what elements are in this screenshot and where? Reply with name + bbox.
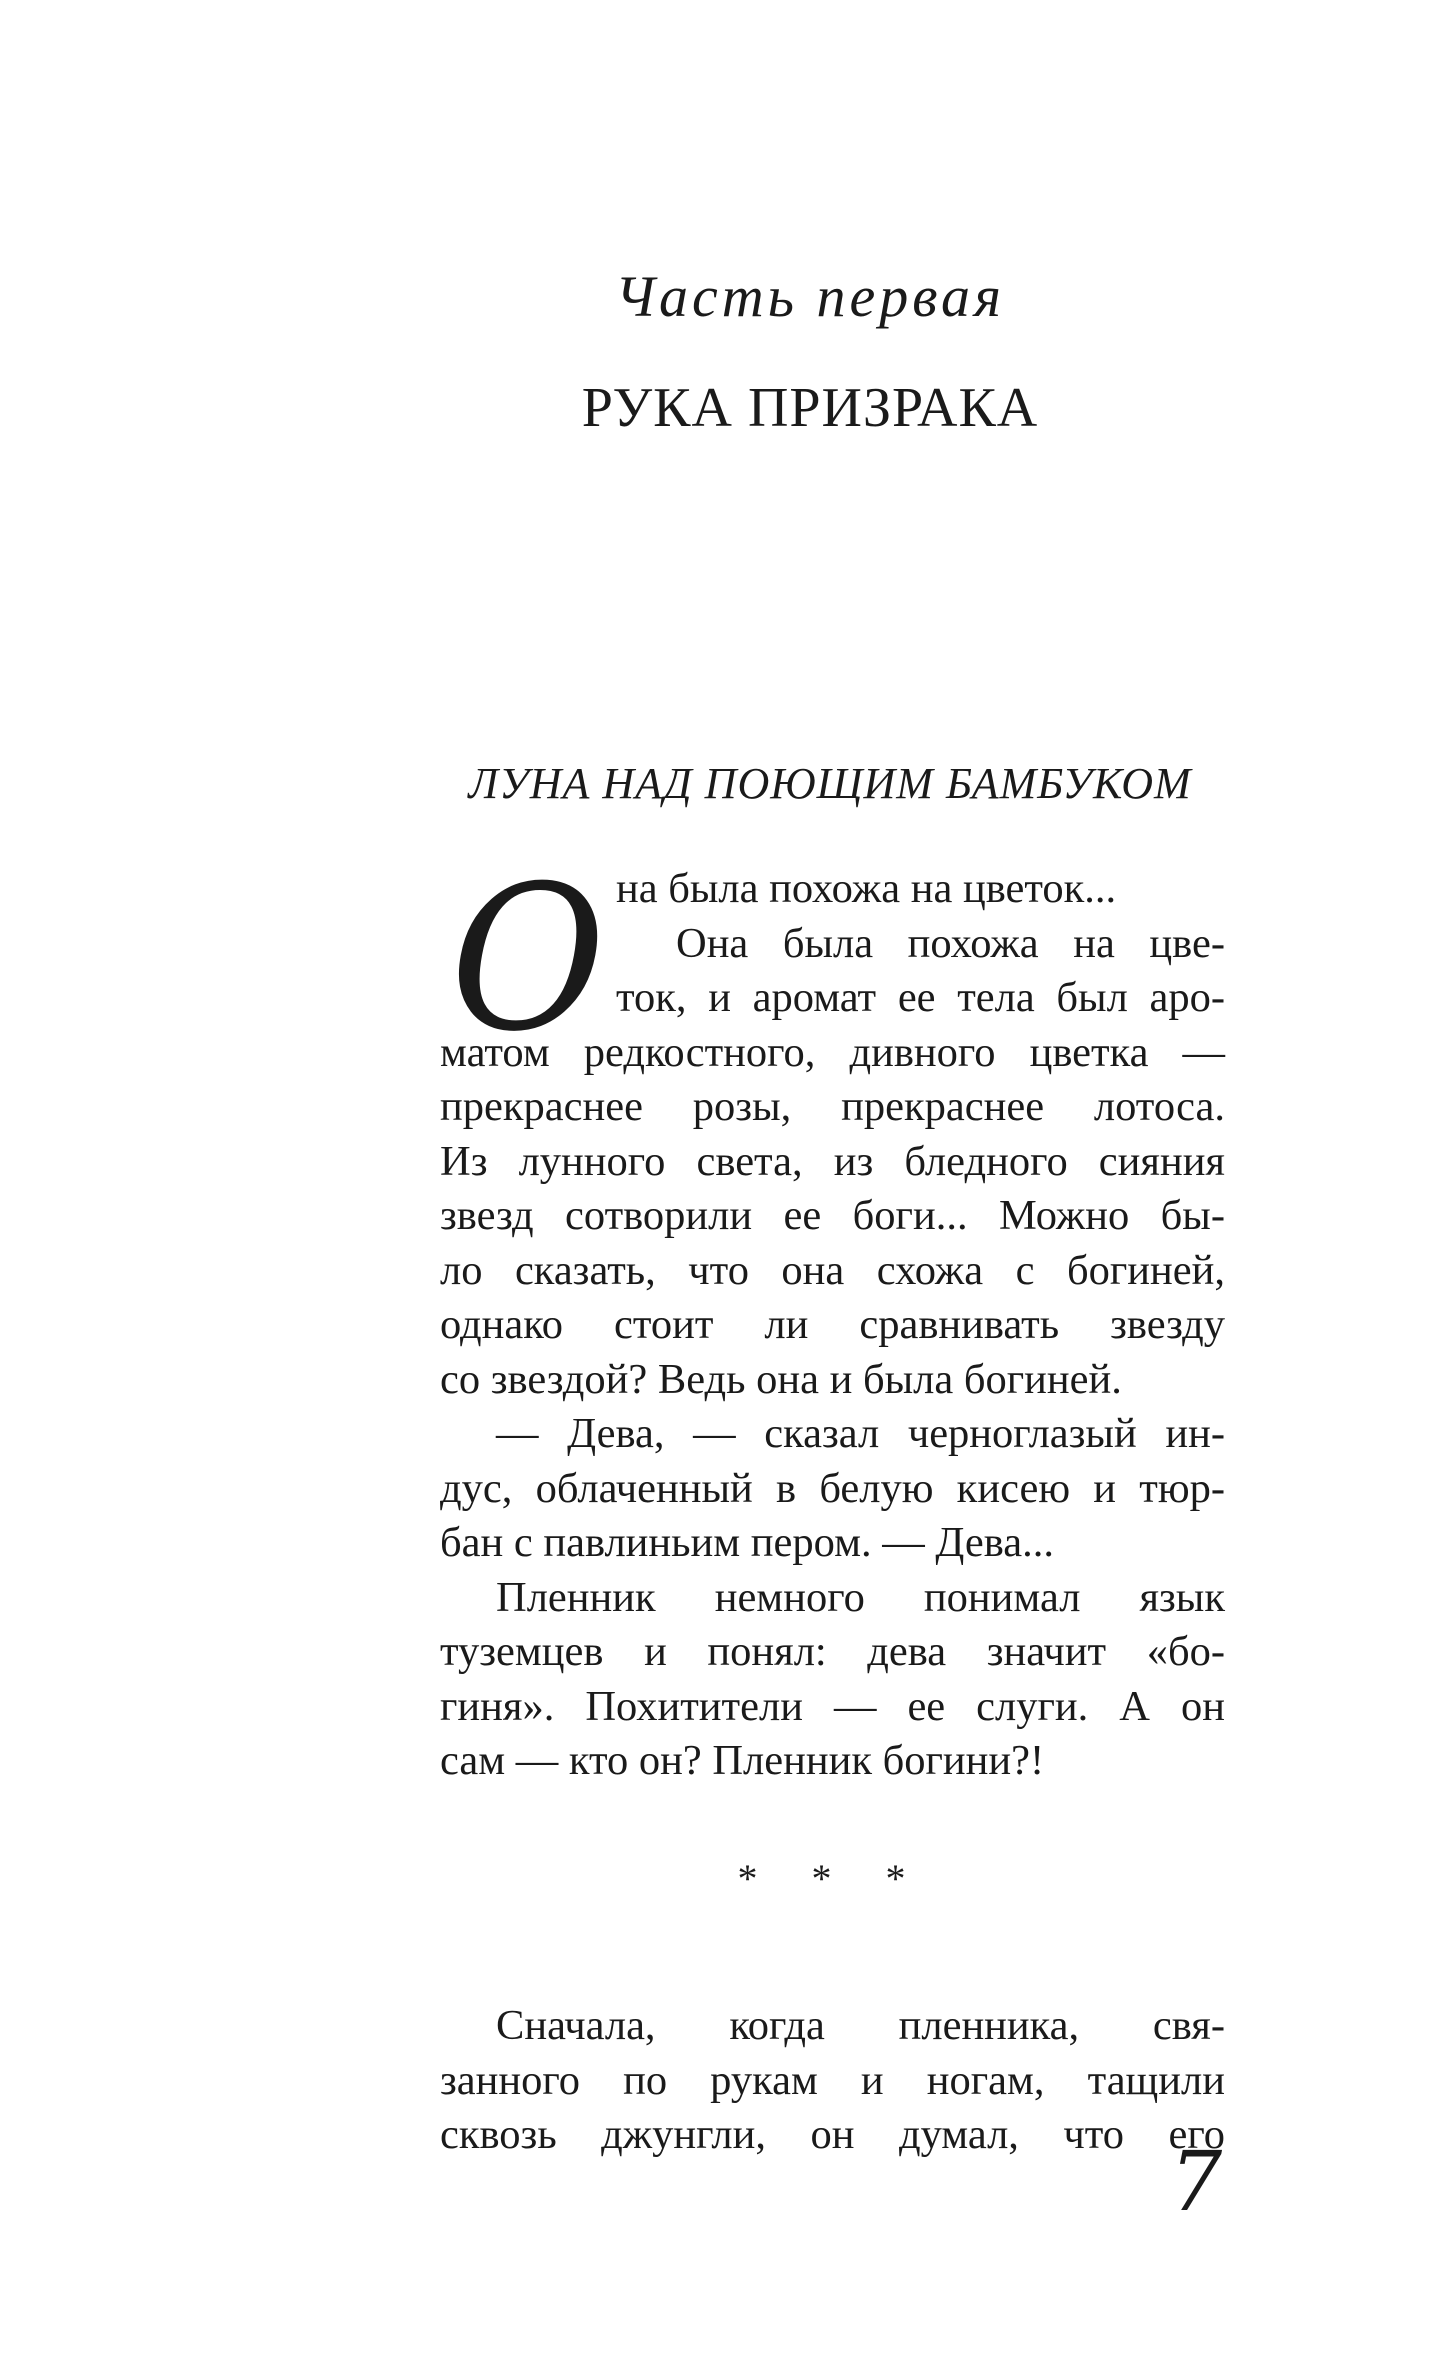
text-line: — Дева, — сказал черноглазый ин- <box>496 1410 1225 1457</box>
text-line: ло сказать, что она схожа с богиней, <box>440 1246 1225 1294</box>
text-line: звезд сотворили ее боги... Можно бы- <box>440 1192 1225 1239</box>
body-text-top <box>440 843 1225 1789</box>
text-line: гиня». Похитители — ее слуги. А он <box>440 1682 1225 1730</box>
text-line: сквозь джунгли, он думал, что его <box>440 2111 1225 2158</box>
text-line: бан с павлиньим пером. — Дева... <box>440 1519 1054 1566</box>
text-line: дус, облаченный в белую кисею и тюр- <box>440 1464 1225 1512</box>
text-line: туземцев и понял: дева значит «бо- <box>440 1628 1225 1675</box>
section-separator: * * * <box>737 1856 928 1901</box>
body-text-bottom <box>440 1999 1225 2163</box>
text-line: Сначала, когда пленника, свя- <box>496 2002 1225 2049</box>
text-line: со звездой? Ведь она и была богиней. <box>440 1355 1122 1403</box>
text-line: однако стоит ли сравнивать звезду <box>440 1301 1225 1348</box>
text-line: сам — кто он? Пленник богини?! <box>440 1737 1045 1784</box>
text-line: Пленник немного понимал язык <box>496 1573 1225 1621</box>
part-label: Часть первая <box>615 264 1005 329</box>
page-number: 7 <box>1170 2135 1223 2230</box>
text-line: Она была похожа на цве- <box>676 919 1225 967</box>
drop-cap: О <box>450 843 606 1076</box>
text-line: прекраснее розы, прекраснее лотоса. <box>440 1083 1225 1130</box>
part-title: РУКА ПРИЗРАКА <box>581 377 1039 439</box>
text-line: Из лунного света, из бледного сияния <box>440 1137 1225 1185</box>
text-line: занного по рукам и ногам, тащили <box>440 2056 1225 2104</box>
text-line: на была похожа на цветок... <box>616 865 1117 912</box>
text-line: матом редкостного, дивного цветка — <box>440 1028 1225 1076</box>
text-line: ток, и аромат ее тела был аро- <box>616 974 1225 1021</box>
chapter-title: ЛУНА НАД ПОЮЩИМ БАМБУКОМ <box>468 759 1192 808</box>
